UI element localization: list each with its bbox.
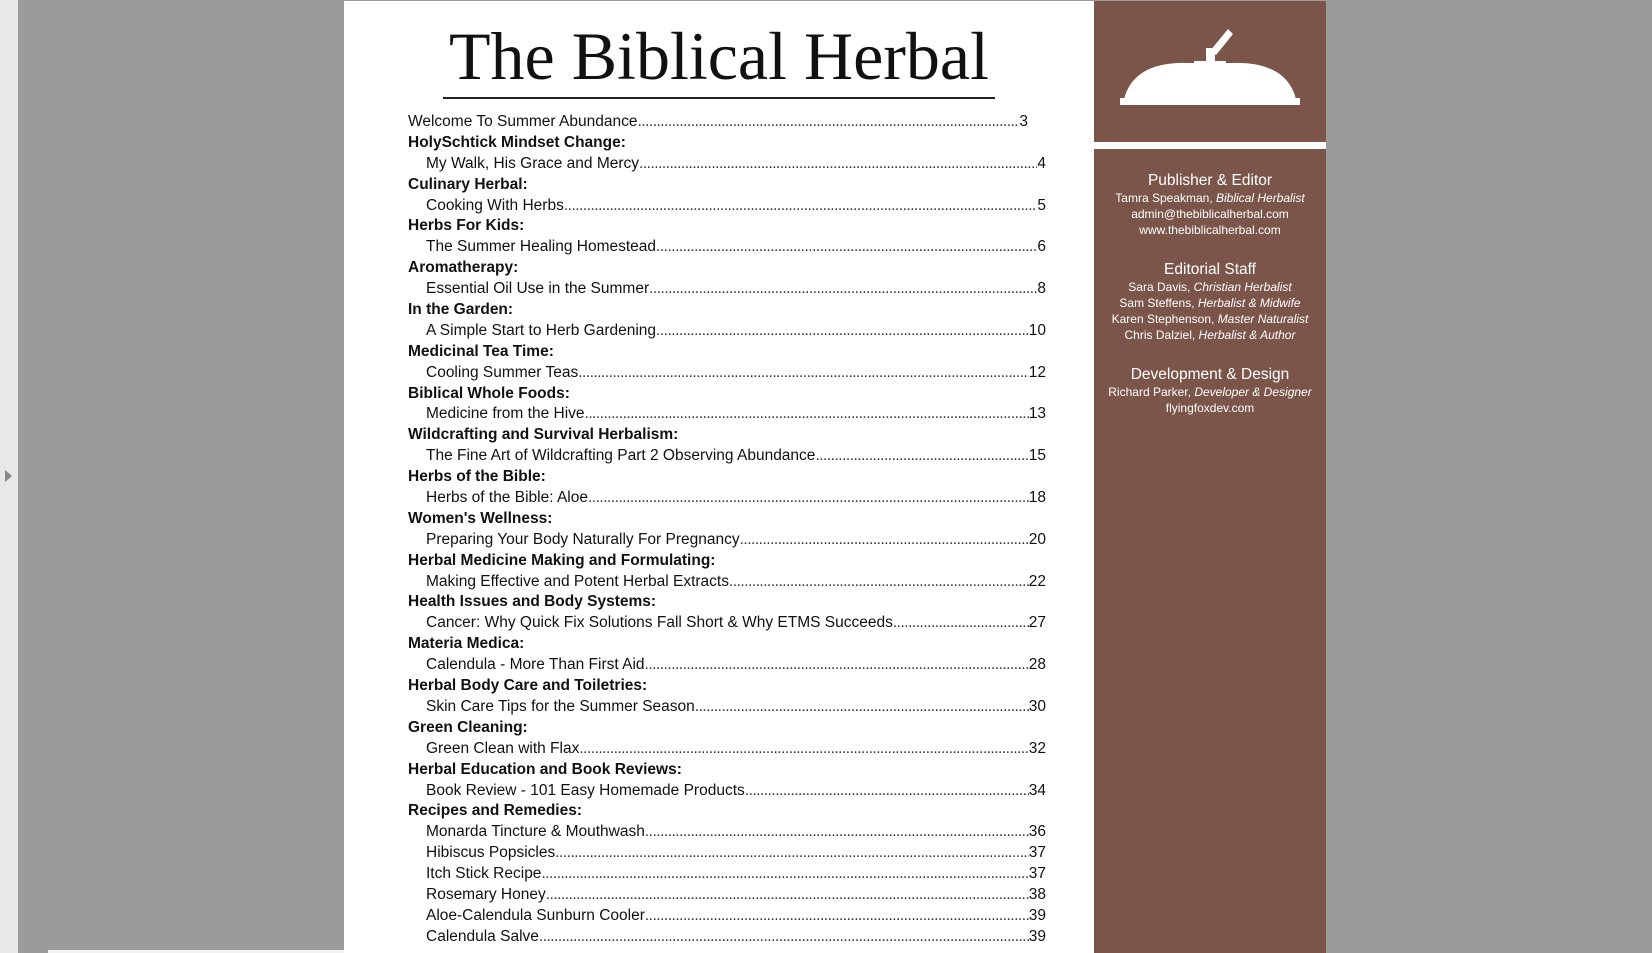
toc-page-number: 4 [1037, 154, 1046, 172]
editorial-member: Karen Stephenson, Master Naturalist [1111, 312, 1309, 326]
dot-leader [645, 906, 1029, 927]
toc-page-number: 8 [1037, 280, 1046, 298]
dot-leader [546, 885, 1029, 906]
toc-section-heading: Herbs For Kids: [408, 217, 525, 235]
toc-section-heading: Herbal Education and Book Reviews: [408, 760, 682, 778]
toc-section-heading: Biblical Whole Foods: [408, 384, 570, 402]
toc-page-number: 30 [1028, 697, 1046, 715]
toc-entry-title: Herbs of the Bible: Aloe [426, 489, 588, 507]
dot-leader [541, 864, 1028, 885]
development-heading: Development & Design [1130, 366, 1290, 383]
toc-entry-title: Book Review - 101 Easy Homemade Products [426, 781, 745, 799]
toc-entry-title: Essential Oil Use in the Summer [426, 280, 650, 298]
toc-section-heading: HolySchtick Mindset Change: [408, 133, 626, 151]
publisher-name: Tamra Speakman, Biblical Herbalist [1115, 191, 1305, 205]
toc-entry-title: The Fine Art of Wildcrafting Part 2 Observing Abundance [426, 447, 816, 465]
dot-leader [579, 739, 1028, 760]
dot-leader [656, 321, 1029, 342]
toc-section-heading: Women's Wellness: [408, 509, 553, 527]
toc-entry [408, 404, 1046, 425]
expand-panel-arrow-icon[interactable] [5, 470, 12, 482]
dot-leader [740, 530, 1029, 551]
toc-entry-title: My Walk, His Grace and Mercy [426, 154, 640, 172]
toc-entry [408, 237, 1046, 258]
toc-section-heading: Herbal Body Care and Toiletries: [408, 677, 648, 695]
toc-entry-title: Cancer: Why Quick Fix Solutions Fall Short & Why ETMS Succeeds [426, 614, 893, 632]
table-of-contents [408, 112, 1108, 948]
developer-name: Richard Parker, Developer & Designer [1108, 385, 1312, 399]
toc-page-number: 15 [1028, 447, 1046, 465]
toc-entry [408, 864, 1046, 885]
toc-entry-title: Green Clean with Flax [426, 739, 580, 757]
toc-entry [408, 655, 1046, 676]
dot-leader [578, 363, 1029, 384]
dot-leader [637, 112, 1019, 133]
toc-section-heading: Herbs of the Bible: [408, 468, 546, 486]
toc-entry [408, 196, 1046, 217]
dot-leader [656, 237, 1037, 258]
editorial-member: Chris Dalziel, Herbalist & Author [1124, 328, 1296, 342]
toc-page-number: 20 [1028, 530, 1046, 548]
toc-entry-title: A Simple Start to Herb Gardening [426, 321, 657, 339]
document-page [344, 1, 1094, 953]
toc-entry-title: The Summer Healing Homestead [426, 238, 657, 256]
logo-panel [1094, 1, 1326, 142]
toc-page-number: 28 [1028, 656, 1046, 674]
toc-entry [408, 739, 1046, 760]
toc-entry [408, 321, 1046, 342]
dot-leader [729, 572, 1029, 593]
toc-entry-title: Making Effective and Potent Herbal Extracts [426, 572, 729, 590]
dot-leader [815, 446, 1028, 467]
toc-section-heading: Aromatherapy: [408, 259, 519, 277]
publisher-email[interactable]: admin@thebiblicalherbal.com [1131, 207, 1289, 221]
side-panel-strip [0, 0, 18, 953]
dot-leader [649, 279, 1037, 300]
toc-entry [408, 906, 1046, 927]
toc-entry-title: Aloe-Calendula Sunburn Cooler [426, 906, 645, 924]
toc-entry [408, 613, 1046, 634]
toc-entry [408, 781, 1046, 802]
toc-page-number: 32 [1028, 739, 1046, 757]
toc-page-number: 38 [1028, 885, 1046, 903]
toc-entry-title: Skin Care Tips for the Summer Season [426, 697, 695, 715]
toc-entry [408, 279, 1046, 300]
dot-leader [539, 927, 1029, 948]
toc-entry-title: Calendula - More Than First Aid [426, 656, 645, 674]
toc-section-heading: Recipes and Remedies: [408, 802, 583, 820]
toc-entry [408, 927, 1046, 948]
divider [1094, 142, 1326, 149]
toc-page-number: 37 [1028, 865, 1046, 883]
publisher-heading: Publisher & Editor [1147, 172, 1273, 189]
toc-page-number: 39 [1028, 927, 1046, 945]
toc-entry [408, 154, 1046, 175]
toc-page-number: 6 [1037, 238, 1046, 256]
toc-page-number: 36 [1028, 823, 1046, 841]
editorial-member: Sam Steffens, Herbalist & Midwife [1119, 296, 1301, 310]
toc-entry [408, 885, 1046, 906]
toc-entry [408, 697, 1046, 718]
toc-entry [408, 822, 1046, 843]
toc-page-number: 13 [1028, 405, 1046, 423]
toc-entry [408, 488, 1046, 509]
toc-entry-title: Cooking With Herbs [426, 196, 564, 214]
dot-leader [555, 843, 1029, 864]
toc-entry [408, 843, 1046, 864]
toc-page-number: 27 [1028, 614, 1046, 632]
developer-website[interactable]: flyingfoxdev.com [1165, 401, 1255, 415]
toc-entry-title: Medicine from the Hive [426, 405, 585, 423]
toc-entry [408, 112, 1028, 133]
toc-page-number: 34 [1028, 781, 1046, 799]
staff-panel [1094, 149, 1326, 953]
toc-entry-title: Monarda Tincture & Mouthwash [426, 823, 645, 841]
dot-leader [745, 781, 1029, 802]
toc-page-number: 37 [1028, 844, 1046, 862]
page-title: The Biblical Herbal [344, 17, 1094, 99]
dot-leader [645, 822, 1029, 843]
publisher-website[interactable]: www.thebiblicalherbal.com [1139, 223, 1281, 237]
dot-leader [695, 697, 1029, 718]
toc-page-number: 22 [1028, 572, 1046, 590]
toc-page-number: 18 [1028, 489, 1046, 507]
dot-leader [893, 613, 1029, 634]
toc-page-number: 3 [1019, 113, 1028, 130]
toc-section-heading: Herbal Medicine Making and Formulating: [408, 551, 716, 569]
masthead-sidebar [1094, 1, 1326, 953]
toc-entry-title: Preparing Your Body Naturally For Pregnancy [426, 530, 740, 548]
toc-page-number: 39 [1028, 906, 1046, 924]
toc-section-heading: Green Cleaning: [408, 718, 528, 736]
toc-section-heading: Materia Medica: [408, 635, 525, 653]
toc-section-heading: Medicinal Tea Time: [408, 342, 554, 360]
toc-entry [408, 446, 1046, 467]
editorial-member: Sara Davis, Christian Herbalist [1128, 280, 1292, 294]
dot-leader [564, 196, 1038, 217]
book-mortar-pestle-icon [1094, 1, 1326, 142]
toc-entry-title: Hibiscus Popsicles [426, 844, 556, 862]
toc-entry-title: Cooling Summer Teas [426, 363, 579, 381]
toc-entry-title: Rosemary Honey [426, 885, 546, 903]
dot-leader [645, 655, 1029, 676]
editorial-heading: Editorial Staff [1164, 261, 1256, 278]
dot-leader [585, 404, 1029, 425]
toc-entry [408, 530, 1046, 551]
toc-section-heading: In the Garden: [408, 301, 514, 319]
toc-entry-title: Itch Stick Recipe [426, 865, 542, 883]
dot-leader [639, 154, 1037, 175]
toc-section-heading: Health Issues and Body Systems: [408, 593, 657, 611]
toc-section-heading: Culinary Herbal: [408, 175, 528, 193]
toc-entry-title: Calendula Salve [426, 927, 539, 945]
toc-page-number: 12 [1028, 363, 1046, 381]
toc-page-number: 5 [1037, 196, 1046, 214]
toc-section-heading: Wildcrafting and Survival Herbalism: [408, 426, 679, 444]
toc-entry [408, 363, 1046, 384]
toc-entry-title: Welcome To Summer Abundance [408, 113, 638, 130]
toc-entry [408, 572, 1046, 593]
dot-leader [588, 488, 1029, 509]
toc-page-number: 10 [1028, 321, 1046, 339]
